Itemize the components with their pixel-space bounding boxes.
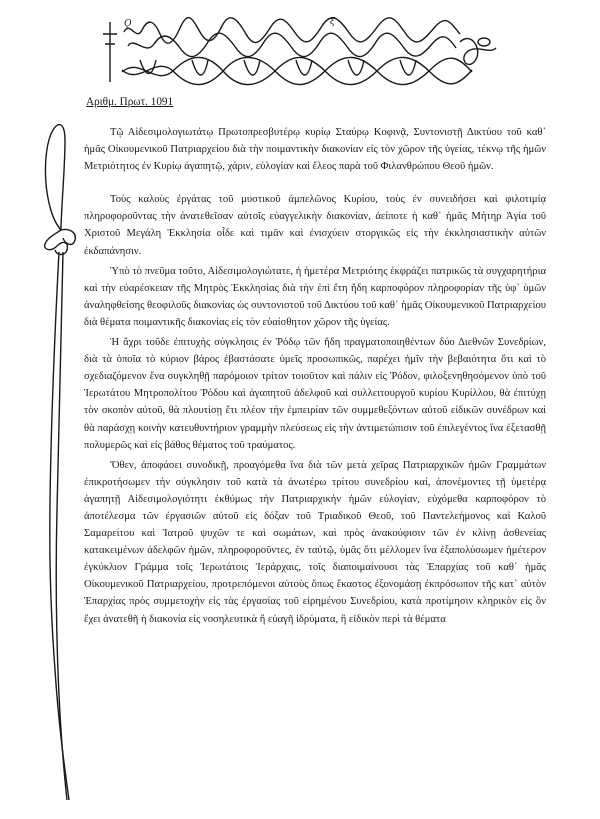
- svg-text:ξ: ξ: [330, 17, 335, 27]
- letter-body: [84, 124, 546, 628]
- salutation-paragraph: Τῷ Αἰδεσιμολογιωτάτῳ Πρωτοπρεσβυτέρῳ κυρίῳ Σταύρῳ Κοφινᾷ, Συντονιστῇ Δικτύου τοῦ καθ᾽ ἡμᾶς Οἰκουμενικοῦ Πατριαρχείου διὰ τὴν ποιμαντικὴν διακονίαν εἰς τὸν χῶρον τῆς ὑγείας, τέκνῳ τῆς ἡμῶν Μετριότητος ἐν Κυρίῳ ἀγαπητῷ, χάριν, εὐλογίαν καὶ ἔλεος παρὰ τοῦ Φιλανθρώπου Θεοῦ ἡμῶν.: [84, 127, 546, 173]
- body-paragraph: Ἡ ἄχρι τοῦδε ἐπιτυχὴς σύγκλησις ἐν Ῥόδῳ τῶν ἤδη πραγματοποιηθέντων δύο Διεθνῶν Συνεδρίων, διὰ τὰ ὁποῖα τὸ κύριον βάρος ἐβαστάσατε ὑμεῖς προσωπικῶς, παρέχει ἡμῖν τὴν βεβαιότητα ὅτι καὶ τὸ σχεδιαζόμενον ἕνα συγκληθῇ παρόμοιον τρίτον τοιοῦτον καὶ πάλιν εἰς Ῥόδον, φιλοξενηθησόμενον ὑπὸ τοῦ Ἱερωτάτου Μητροπολίτου Ῥόδου καὶ ἀγαπητοῦ ἀδελφοῦ καὶ συλλειτουργοῦ κυρίου Κυρίλλου, θὰ ἐπιτύχῃ τὸν σκοπὸν αὐτοῦ, θὰ πλουτίσῃ ἔτι πλέον τὴν ἐμπειρίαν τῶν συμμεθεξόντων αὐτοῦ εἰδικῶν συνέδρων καὶ θὰ παράσχῃ κοινὴν κατευθυντήριον γραμμὴν πλεύσεως εἰς τὴν ἀντιμετώπισιν τοῦ ἐπιλεγέντος ἵνα ἐξετασθῇ πολυμερῶς καὶ εἰς βάθος θέματος τοῦ τραύματος.: [84, 337, 546, 451]
- patriarchal-signature-monogram: [100, 12, 500, 92]
- svg-text:Ϙ: Ϙ: [124, 19, 132, 29]
- body-paragraph: Ὑπὸ τὸ πνεῦμα τοῦτο, Αἰδεσιμολογιώτατε, ἡ ἡμετέρα Μετριότης ἐκφράζει πατρικῶς τὰ συγχαρητήρια καὶ τὴν εὐαρέσκειαν τῆς Μητρὸς Ἐκκλησίας διὰ τὴν ἐπὶ ἔτη ἤδη καρποφόρον πληροφορίαν τῆς ὑφ᾽ ὑμῶν ἀναληφθείσης θεοφιλοῦς διακονίας ὡς συντονιστοῦ τοῦ Δικτύου τοῦ καθ᾽ ἡμᾶς Οἰκουμενικοῦ Πατριαρχείου διὰ θέματα ποιμαντικῆς διακονίας εἰς τὸν εὐαίσθητον χῶρον τῆς ὑγείας.: [84, 265, 546, 328]
- body-paragraph: Ὅθεν, ἀποφάσει συνοδικῇ, προαγόμεθα ἵνα διὰ τῶν μετὰ χεῖρας Πατριαρχικῶν ἡμῶν Γραμμάτων ἐπικροτήσωμεν τὴν σύγκλησιν τοῦ κατὰ τὰ ἀνωτέρω τρίτου συνεδρίου καί, ἀπονέμοντες τῇ ὑμετέρᾳ ἀγαπητῇ Αἰδεσιμολογιότητι ἐκθύμως τὴν Πατριαρχικὴν ἡμῶν εὐλογίαν, εὐχόμεθα καρποφόρον τὸ ἀποτέλεσμα τῶν ἐργασιῶν αὐτοῦ εἰς δόξαν τοῦ Τριαδικοῦ Θεοῦ, τοῦ Παντελεήμονος καὶ Καλοῦ Σαμαρείτου καὶ Ἰατροῦ ψυχῶν τε καὶ σωμάτων, καὶ πρὸς ἀνακούφισιν τῶν ἐν κλίνῃ ἀσθενείας κατακειμένων ἀδελφῶν ἡμῶν, πληροφοροῦντες, ἐν ταὐτῷ, ὑμᾶς ὅτι μέλλομεν ἵνα ἐξαπολύσωμεν ἡμέτερον ἐγκύκλιον Γράμμα τοῖς Ἱερωτάτοις Ἱεράρχαις, τοῖς διαποιμαίνουσι τὰς Ἐπαρχίας τοῦ καθ᾽ ἡμᾶς Οἰκουμενικοῦ Πατριαρχείου, προτρεπόμενοι αὐτοὺς ὅπως ἕκαστος ἐξονομάσῃ ἐκπρόσωπον τῆς κατ᾽ αὐτὸν Ἐπαρχίας πρὸς συμμετοχὴν εἰς τὰς ἐργασίας τοῦ εἰρημένου Συνεδρίου, κατὰ προτίμησιν κληρικὸν εἰς ὃν ἔχει ἀνατεθῆ ἡ διακονία εἰς νοσηλευτικὰ ἢ εὐαγῆ ἱδρύματα, ἢ εἰδικὸν περὶ τὰ θέματα: [84, 459, 546, 625]
- body-paragraph: Τοὺς καλοὺς ἐργάτας τοῦ μυστικοῦ ἀμπελῶνος Κυρίου, τοὺς ἐν συνειδήσει καὶ φιλοτιμίᾳ πληροφοροῦντας τὴν ἀνατεθεῖσαν αὐτοῖς εὐαγγελικὴν διακονίαν, ἀείποτε ἡ καθ᾽ ἡμᾶς Μήτηρ Ἁγία τοῦ Χριστοῦ Μεγάλη Ἐκκλησία οἶδε καὶ τιμᾶν καὶ ἐνισχύειν στοργικῶς εἰς τὴν ἐκκλησιαστικὴν αὐτῶν ἐκδαπάνησιν.: [84, 194, 546, 257]
- protocol-number: Αριθμ. Πρωτ. 1091: [86, 96, 174, 108]
- decorative-cord-icon: [25, 110, 85, 810]
